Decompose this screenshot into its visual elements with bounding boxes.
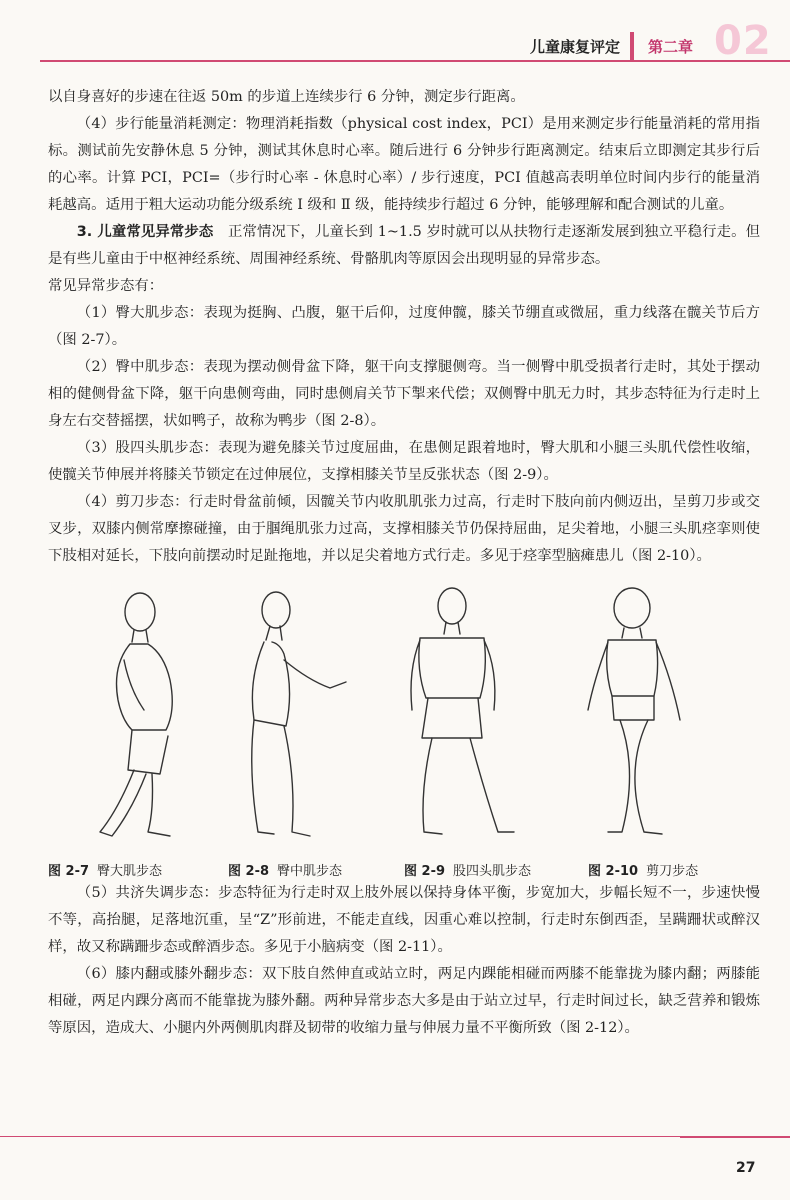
- header-separator: [630, 32, 634, 60]
- chapter-number: 02: [714, 18, 772, 64]
- header-rule: [40, 60, 790, 62]
- paragraph-continuation: 以自身喜好的步速在往返 50m 的步道上连续步行 6 分钟，测定步行距离。: [48, 89, 525, 105]
- caption-fig-2-9: 图 2-9 股四头肌步态: [404, 864, 532, 879]
- section-intro-text: 正常情况下，儿童长到 1~1.5 岁时就可以从扶物行走逐渐发展到独立平稳行走。但是有些儿童由于中枢神经系统、周围神经系统、骨骼肌肉等原因会出现明显的异常步态。: [48, 224, 760, 267]
- paragraph-gluteus-maximus: （1）臀大肌步态：表现为挺胸、凸腹，躯干后仰，过度伸髋，膝关节绷直或微屈，重力线落在髋关节后方（图 2-7）。: [48, 305, 760, 348]
- section-heading: 3. 儿童常见异常步态: [76, 224, 214, 240]
- paragraph-gluteus-medius: （2）臀中肌步态：表现为摆动侧骨盆下降，躯干向支撑腿侧弯。当一侧臀中肌受损者行走时，其处于摆动相的健侧骨盆下降，躯干向患侧弯曲，同时患侧肩关节下掣来代偿；双侧臀中肌无力时，其步态特征为行走时上身左右交替摇摆，状如鸭子，故称为鸭步（图 2-8）。: [48, 359, 760, 429]
- caption-fig-2-7: 图 2-7 臀大肌步态: [48, 864, 163, 879]
- quadriceps-gait-figure: [411, 588, 514, 834]
- figure-captions: [48, 858, 760, 880]
- paragraph-ataxic: （5）共济失调步态：步态特征为行走时双上肢外展以保持身体平衡，步宽加大，步幅长短不一，步速快慢不等，高抬腿，足落地沉重，呈“Z”形前进，不能走直线，因重心难以控制，行走时东倒西歪，呈蹒跚状或醉汉样，故又称蹒跚步态或醉酒步态。多见于小脑病变（图 2-11）。: [48, 885, 760, 955]
- page-header: [0, 0, 790, 70]
- paragraph-knee-varus-valgus: （6）膝内翻或膝外翻步态：双下肢自然伸直或站立时，两足内踝能相碰而两膝不能靠拢为膝内翻；两膝能相碰，两足内踝分离而不能靠拢为膝外翻。两种异常步态大多是由于站立过早，行走时间过长，缺乏营养和锻炼等原因，造成大、小腿内外两侧肌肉群及韧带的收缩力量与伸展力量不平衡所致（图 2-12）。: [48, 966, 760, 1036]
- paragraph-abnormal-gait-intro: [48, 219, 760, 273]
- paragraph-pci: （4）步行能量消耗测定：物理消耗指数（physical cost index，PCI）是用来测定步行能量消耗的常用指标。测试前先安静休息 5 分钟，测试其休息时心率。随后进行 6 分钟步行距离测定。结束后立即测定其步行后的心率。计算 PCI，PCI=（步行时心率 - 休息时心率）/ 步行速度，PCI 值越高表明单位时间内步行的能量消耗越高。适用于粗大运动功能分级系统 Ⅰ 级和 Ⅱ 级，能持续步行超过 6 分钟，能够理解和配合测试的儿童。: [48, 116, 760, 213]
- chapter-label: 第二章: [648, 38, 694, 56]
- paragraph-scissor: （4）剪刀步态：行走时骨盆前倾，因髋关节内收肌肌张力过高，行走时下肢向前内侧迈出，呈剪刀步或交叉步，双膝内侧常摩擦碰撞，由于腘绳肌张力过高，支撑相膝关节仍保持屈曲，足尖着地，小腿三头肌痉挛则使下肢相对延长，下肢向前摆动时足趾拖地，并以足尖着地方式行走。多见于痉挛型脑瘫患儿（图 2-10）。: [48, 494, 760, 564]
- caption-fig-2-8: 图 2-8 臀中肌步态: [228, 864, 343, 879]
- caption-fig-2-10: 图 2-10 剪刀步态: [588, 864, 699, 879]
- paragraph-quadriceps: （3）股四头肌步态：表现为避免膝关节过度屈曲，在患侧足跟着地时，臀大肌和小腿三头肌代偿性收缩，使髋关节伸展并将膝关节锁定在过伸展位，支撑相膝关节呈反张状态（图 2-9）。: [48, 440, 760, 483]
- footer-accent-rule: [680, 1136, 790, 1138]
- gait-illustrations: [48, 570, 760, 855]
- paragraph-common-list: 常见异常步态有：: [48, 278, 164, 294]
- gait-figures: [48, 570, 760, 880]
- page-body: [48, 84, 760, 1042]
- gluteus-maximus-gait-figure: [100, 593, 172, 836]
- scissor-gait-figure: [588, 588, 680, 834]
- book-title: 儿童康复评定: [530, 38, 621, 56]
- page-number: 27: [736, 1160, 756, 1176]
- gluteus-medius-gait-figure: [252, 592, 346, 836]
- footer-rule: [0, 1136, 790, 1137]
